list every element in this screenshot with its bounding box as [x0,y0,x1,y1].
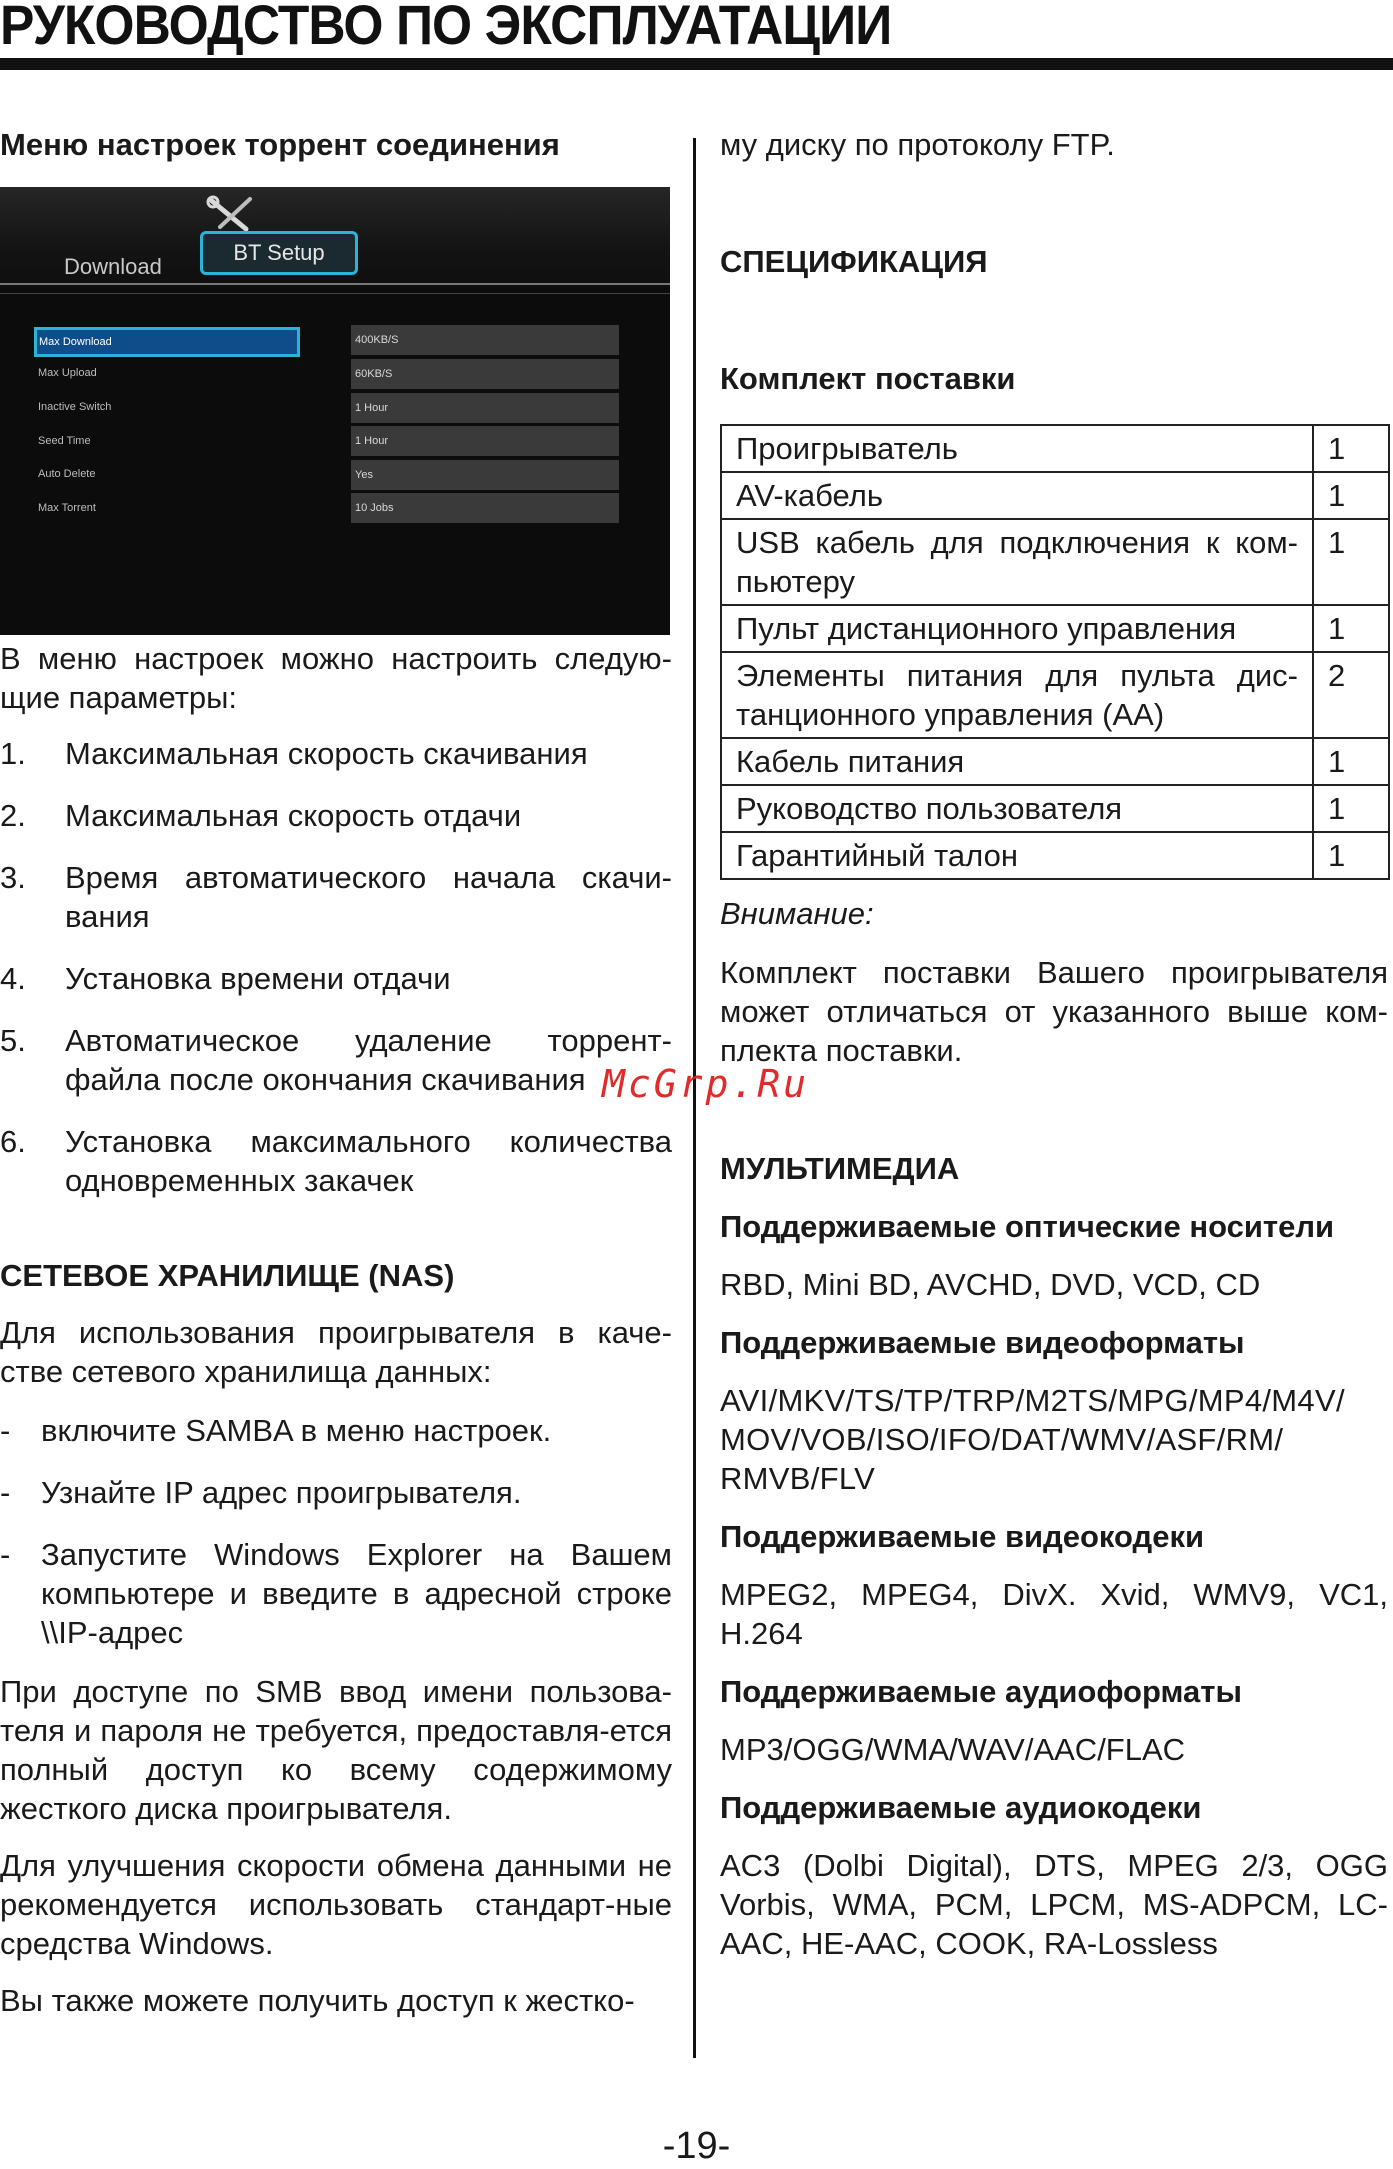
list-item: 6. Установка максимального количества одновременных закачек [0,1124,672,1198]
setting-label-seed-time: Seed Time [38,435,91,447]
header-rule [0,58,1393,70]
list-item: 2. Максимальная скорость отдачи [0,798,522,833]
setting-label-max-torrent: Max Torrent [38,502,96,514]
table-row: Кабель питания 1 [721,738,1389,785]
setting-value-inactive-switch: 1 Hour [351,393,619,423]
right-column [720,125,1388,1963]
nas-steps [0,1411,672,1652]
setting-value-seed-time: 1 Hour [351,426,619,456]
audio-codecs-text: AC3 (Dolbi Digital), DTS, MPEG 2/3, OGG Vorbis, WMA, PCM, LPCM, MS-ADPCM, LC-AAC, HE-AAC, COOK, RA-Lossless [720,1848,1388,1961]
speed-paragraph: Для улучшения скорости обмена данными не рекомендуется использовать стандарт-ные средства Windows. [0,1848,672,1961]
audio-formats-heading: Поддерживаемые аудиоформаты [720,1674,1242,1709]
list-item: - включите SAMBA в меню настроек. [0,1413,552,1448]
optical-media-text: RBD, Mini BD, AVCHD, DVD, VCD, CD [720,1267,1261,1302]
kit-heading: Комплект поставки [720,361,1016,396]
page-title: РУКОВОДСТВО ПО ЭКСПЛУАТАЦИИ [0,0,892,56]
list-item: 3. Время автоматического начала скачи-вания [0,860,672,934]
setting-value-max-upload: 60KB/S [351,359,619,389]
list-item: - Запустите Windows Explorer на Вашем компьютере и введите в адресной строке \\IP-адрес [0,1537,672,1650]
video-formats-heading: Поддерживаемые видеоформаты [720,1325,1245,1360]
spec-heading: СПЕЦИФИКАЦИЯ [720,244,988,279]
setting-label-max-download: Max Download [34,327,300,357]
smb-paragraph: При доступе по SMB ввод имени пользова-теля и пароля не требуется, предоставля-ется полный доступ ко всему содержимому жесткого диска проигрывателя. [0,1674,672,1826]
nas-heading: СЕТЕВОЕ ХРАНИЛИЩЕ (NAS) [0,1258,455,1293]
table-row: Элементы питания для пульта дис-танционного управления (AA) 2 [721,652,1389,738]
list-item: 5. Автоматическое удаление торрент-файла после окончания скачивания [0,1023,672,1097]
audio-codecs-heading: Поддерживаемые аудиокодеки [720,1790,1202,1825]
setting-label-auto-delete: Auto Delete [38,468,96,480]
screenshot-divider [0,293,670,294]
table-row: Проигрыватель 1 [721,425,1389,472]
multimedia-heading: МУЛЬТИМЕДИА [720,1151,960,1186]
bt-setup-screenshot [0,187,670,635]
optical-media-heading: Поддерживаемые оптические носители [720,1209,1335,1244]
tools-icon [206,195,256,235]
tab-bt-setup: BT Setup [200,231,358,275]
table-row: AV-кабель 1 [721,472,1389,519]
left-column [0,125,672,2020]
params-list [0,734,672,1200]
torrent-settings-heading: Меню настроек торрент соединения [0,127,560,162]
ftp-paragraph-start: Вы также можете получить доступ к жестко- [0,1983,635,2018]
table-row: USB кабель для подключения к ком-пьютеру 1 [721,519,1389,605]
params-intro: В меню настроек можно настроить следую-щие параметры: [0,641,672,715]
watermark: McGrp.Ru [602,1062,810,1106]
nas-intro: Для использования проигрывателя в каче-стве сетевого хранилища данных: [0,1315,672,1389]
video-codecs-heading: Поддерживаемые видеокодеки [720,1519,1205,1554]
ftp-paragraph-end: му диску по протоколу FTP. [720,127,1115,162]
setting-value-max-download: 400KB/S [351,325,619,355]
kit-table [720,424,1390,880]
tab-download: Download [64,254,162,279]
audio-formats-text: MP3/OGG/WMA/WAV/AAC/FLAC [720,1732,1186,1767]
list-item: 4. Установка времени отдачи [0,961,451,996]
setting-value-auto-delete: Yes [351,460,619,490]
table-row: Руководство пользователя 1 [721,785,1389,832]
setting-label-inactive-switch: Inactive Switch [38,401,112,413]
setting-label-max-upload: Max Upload [38,367,97,379]
page-number: -19- [662,2125,731,2167]
video-formats-text: AVI/MKV/TS/TP/TRP/M2TS/MPG/MP4/M4V/ MOV/VOB/ISO/IFO/DAT/WMV/ASF/RM/ RMVB/FLV [720,1383,1345,1496]
list-item: - Узнайте IP адрес проигрывателя. [0,1475,522,1510]
list-item: 1. Максимальная скорость скачивания [0,736,588,771]
attention-label: Внимание: [720,896,874,931]
attention-text: Комплект поставки Вашего проигрывателя может отличаться от указанного выше ком-плекта поставки. [720,955,1388,1068]
table-row: Пульт дистанционного управления 1 [721,605,1389,652]
table-row: Гарантийный талон 1 [721,832,1389,879]
video-codecs-text: MPEG2, MPEG4, DivX. Xvid, WMV9, VC1, H.264 [720,1577,1388,1651]
setting-value-max-torrent: 10 Jobs [351,493,619,523]
